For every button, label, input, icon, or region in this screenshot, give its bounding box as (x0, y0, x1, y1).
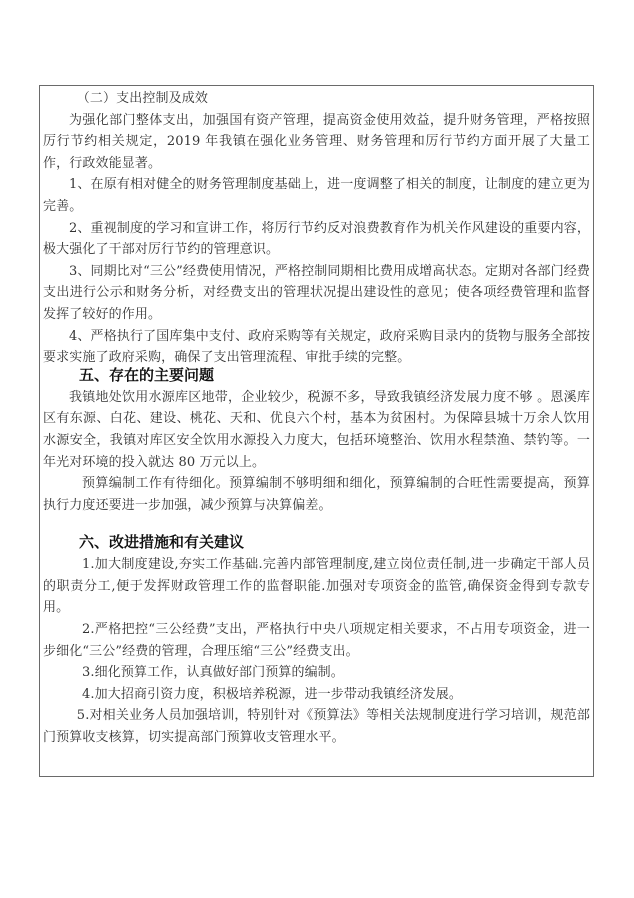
section-heading-suggestions: 六、改进措施和有关建议 (79, 533, 245, 552)
paragraph: 1、在原有相对健全的财务管理制度基础上，进一度调整了相关的制度，让制度的建立更为完善。 (43, 177, 590, 214)
list-item: 1.加大制度建设,夯实工作基础.完善内部管理制度,建立岗位责任制,进一步确定干部人员的职责分工,便于发挥财政管理工作的监督职能.加强对专项资金的监管,确保资金得到专款专用。 (43, 557, 590, 616)
paragraph: 为强化部门整体支出，加强国有资产管理，提高资金使用效益，提升财务管理，严格按照厉行节约相关规定，2019 年我镇在强化业务管理、财务管理和厉行节约方面开展了大量工作，行政效能显著。 (43, 112, 590, 171)
list-item: 4.加大招商引资力度，积极培养税源，进一步带动我镇经济发展。 (82, 686, 463, 702)
list-item: 5.对相关业务人员加强培训，特别针对《预算法》等相关法规制度进行学习培训，规范部门预算收支核算，切实提高部门预算收支管理水平。 (43, 708, 590, 746)
content-table-cell (39, 85, 594, 777)
list-item: 2.严格把控“三公经费”支出，严格执行中央八项规定相关要求，不占用专项资金，进一步细化“三公”经费的管理，合理压缩“三公”经费支出。 (43, 622, 590, 659)
paragraph: 2、重视制度的学习和宣讲工作，将厉行节约反对浪费教育作为机关作风建设的重要内容，极大强化了干部对厉行节约的管理意识。 (43, 220, 590, 258)
paragraph: 我镇地处饮用水源库区地带，企业较少，税源不多，导致我镇经济发展力度不够 。恩溪库区有东源、白花、建设、桃花、天和、优良六个村，基本为贫困村。为保障县城十万余人饮用水源安全，我镇对库区安全饮用水源投入力度大，包括环境整治、饮用水程禁渔、禁钓等。一年光对环境的投入就达 80 万元以上。 (43, 389, 590, 470)
subsection-title: （二）支出控制及成效 (76, 91, 208, 106)
paragraph: 3、同期比对“三公”经费使用情况，严格控制同期相比费用成增高状态。定期对各部门经费支出进行公示和财务分析，对经费支出的管理状况提出建设性的意见；使各项经费管理和监督发挥了较好的作用。 (43, 263, 590, 322)
paragraph: 预算编制工作有待细化。预算编制不够明细和细化，预算编制的合旺性需要提高，预算执行力度还要进一步加强，减少预算与决算偏差。 (43, 476, 590, 513)
list-item: 3.细化预算工作，认真做好部门预算的编制。 (82, 665, 344, 681)
paragraph: 4、严格执行了国库集中支付、政府采购等有关规定，政府采购目录内的货物与服务全部按要求实施了政府采购，确保了支出管理流程、审批手续的完整。 (43, 328, 590, 366)
section-heading-problems: 五、存在的主要问题 (79, 365, 215, 384)
